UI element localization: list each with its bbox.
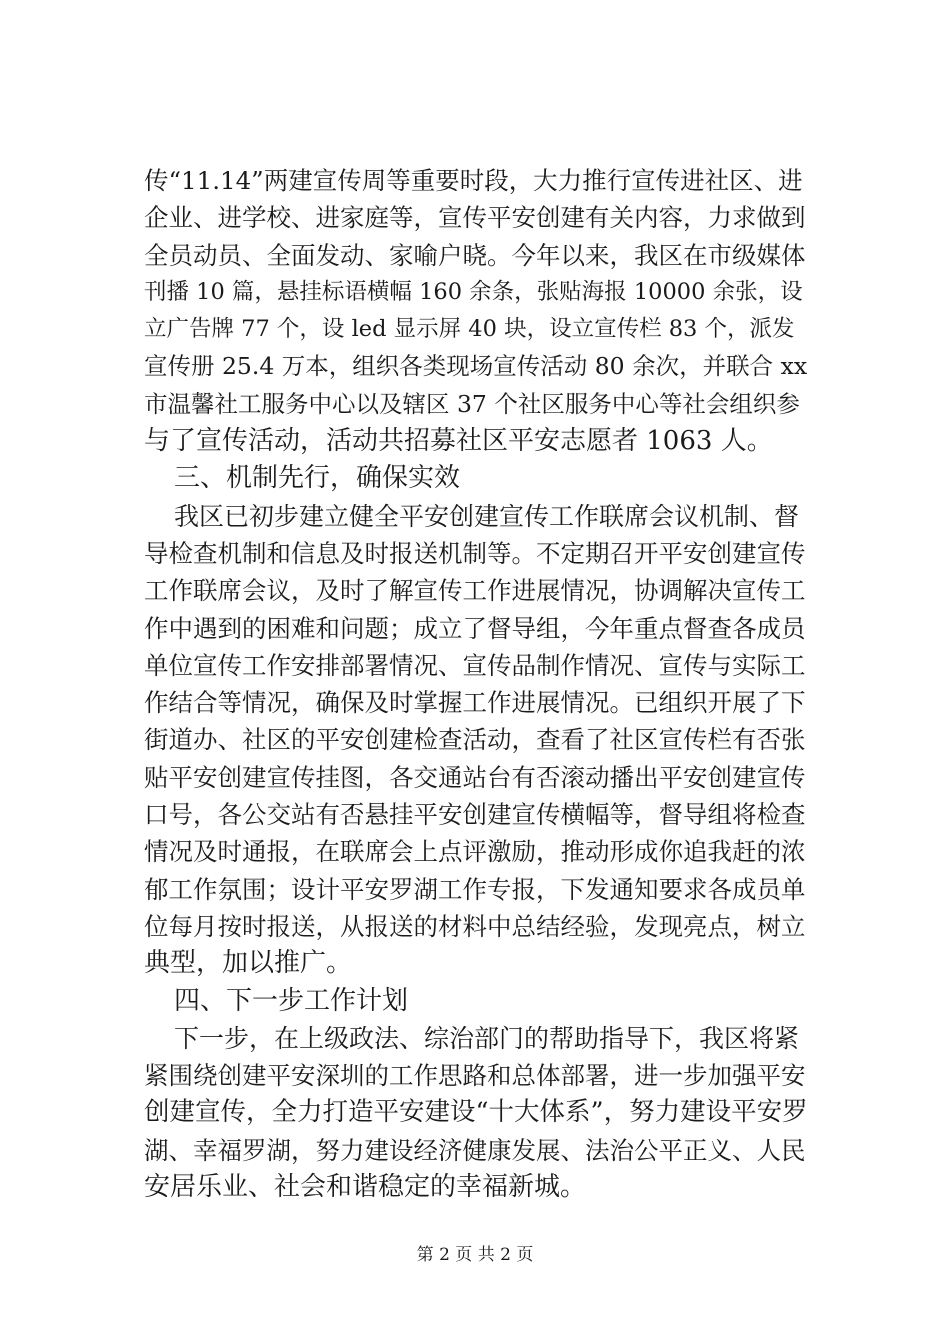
text-line: 工作联席会议，及时了解宣传工作进展情况，协调解决宣传工 [144, 576, 806, 606]
text-line: 立广告牌 77 个，设 led 显示屏 40 块，设立宣传栏 83 个，派发 [144, 316, 795, 343]
text-line: 传“11.14”两建宣传周等重要时段，大力推行宣传进社区、进 [144, 166, 803, 195]
text-line: 作结合等情况，确保及时掌握工作进展情况。已组织开展了下 [144, 688, 806, 718]
text-line: 市温馨社工服务中心以及辖区 37 个社区服务中心等社会组织参 [144, 389, 800, 418]
text-line: 下一步，在上级政法、综治部门的帮助指导下，我区将紧 [174, 1023, 800, 1053]
text-line: 口号，各公交站有否悬挂平安创建宣传横幅等，督导组将检查 [144, 800, 806, 830]
text-line: 全员动员、全面发动、家喻户晓。今年以来，我区在市级媒体 [144, 240, 806, 270]
body-text [144, 162, 808, 1206]
text-line: 位每月按时报送，从报送的材料中总结经验，发现亮点，树立 [144, 911, 806, 941]
text-line: 街道办、社区的平安创建检查活动，查看了社区宣传栏有否张 [144, 725, 806, 755]
text-line: 与了宣传活动，活动共招募社区平安志愿者 1063 人。 [144, 426, 773, 457]
text-line: 宣传册 25.4 万本，组织各类现场宣传活动 80 余次，并联合 xx [144, 352, 808, 381]
text-line: 紧围绕创建平安深圳的工作思路和总体部署，进一步加强平安 [144, 1061, 806, 1091]
text-line: 单位宣传工作安排部署情况、宣传品制作情况、宣传与实际工 [144, 650, 806, 680]
text-line: 郁工作氛围；设计平安罗湖工作专报，下发通知要求各成员单 [144, 874, 806, 904]
text-line: 创建宣传，全力打造平安建设“十大体系”，努力建设平安罗 [144, 1097, 808, 1128]
section-heading: 四、下一步工作计划 [174, 985, 409, 1016]
text-line: 我区已初步建立健全平安创建宣传工作联席会议机制、督 [174, 501, 800, 531]
text-line: 导检查机制和信息及时报送机制等。不定期召开平安创建宣传 [144, 538, 806, 568]
text-line: 刊播 10 篇，悬挂标语横幅 160 余条，张贴海报 10000 余张，设 [144, 278, 803, 305]
text-line: 贴平安创建宣传挂图，各交通站台有否滚动播出平安创建宣传 [144, 762, 806, 792]
section-heading: 三、机制先行，确保实效 [174, 463, 461, 494]
text-line: 安居乐业、社会和谐稳定的幸福新城。 [144, 1172, 587, 1203]
page-footer [0, 1240, 950, 1265]
text-line: 湖、幸福罗湖，努力建设经济健康发展、法治公平正义、人民 [144, 1135, 806, 1165]
text-line: 典型，加以推广。 [144, 948, 353, 979]
page-number: 第 2 页 共 2 页 [416, 1245, 534, 1265]
text-line: 作中遇到的困难和问题；成立了督导组，今年重点督查各成员 [144, 613, 806, 643]
text-line: 企业、进学校、进家庭等，宣传平安创建有关内容，力求做到 [144, 203, 806, 233]
text-line: 情况及时通报，在联席会上点评激励，推动形成你追我赶的浓 [144, 837, 806, 867]
